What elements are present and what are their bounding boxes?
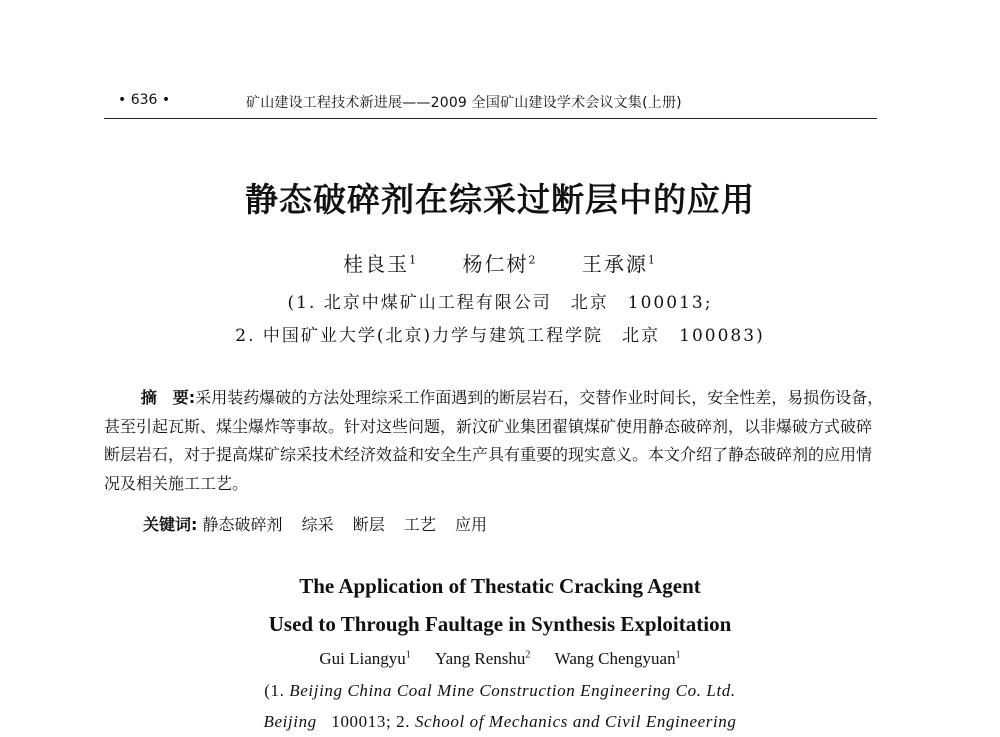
author-cn: 桂良玉$^1$ xyxy=(343,252,419,276)
affiliation-cn-line1: (1. 北京中煤矿山工程有限公司 北京 100013; xyxy=(287,293,713,313)
keyword: 静态破碎剂 xyxy=(202,515,283,534)
paper-title-en-line2: Used to Through Faultage in Synthesis Exploitation xyxy=(268,612,732,636)
affiliation-cn-line2: 2. 中国矿业大学(北京)力学与建筑工程学院 北京 100083) xyxy=(235,326,765,346)
keyword: 工艺 xyxy=(403,515,436,534)
journal-title: 矿山建设工程技术新进展——2009 全国矿山建设学术会议文集(上册) xyxy=(246,95,682,111)
abstract xyxy=(104,384,886,498)
keyword: 断层 xyxy=(352,515,385,534)
keywords-label: 关键词: xyxy=(143,515,198,534)
author-cn: 王承源$^1$ xyxy=(581,252,657,276)
page-number: • 636 • xyxy=(118,92,171,108)
author-list-en xyxy=(0,649,1000,669)
affiliation-en-line2: Beijing 100013; 2. School of Mechanics and Civil Engineering xyxy=(263,712,737,731)
keyword: 综采 xyxy=(301,515,334,534)
abstract-text: 采用装药爆破的方法处理综采工作面遇到的断层岩石，交替作业时间长，安全性差，易损伤设备，甚至引起瓦斯、煤尘爆炸等事故。针对这些问题，新汶矿业集团翟镇煤矿使用静态破碎剂，以非爆破方式破碎断层岩石，对于提高煤矿综采技术经济效益和安全生产具有重要的现实意义。本文介绍了静态破碎剂的应用情况及相关施工工艺。 xyxy=(104,388,884,493)
author-cn: 杨仁树$^2$ xyxy=(462,252,538,276)
keyword: 应用 xyxy=(454,515,487,534)
author-en: Yang Renshu$^2$ xyxy=(435,649,531,668)
affiliation-en-line1: (1. Beijing China Coal Mine Construction Engineering Co. Ltd. xyxy=(264,681,736,700)
author-en: Wang Chengyuan$^1$ xyxy=(554,649,681,668)
author-en: Gui Liangyu$^1$ xyxy=(319,649,411,668)
keywords xyxy=(143,512,501,535)
header-rule xyxy=(104,118,877,119)
abstract-label: 摘 要: xyxy=(140,388,196,407)
paper-title-en-line1: The Application of Thestatic Cracking Agent xyxy=(299,574,701,598)
running-header xyxy=(118,92,878,114)
paper-title-cn: 静态破碎剂在综采过断层中的应用 xyxy=(245,180,755,219)
author-list-cn xyxy=(0,248,1000,277)
